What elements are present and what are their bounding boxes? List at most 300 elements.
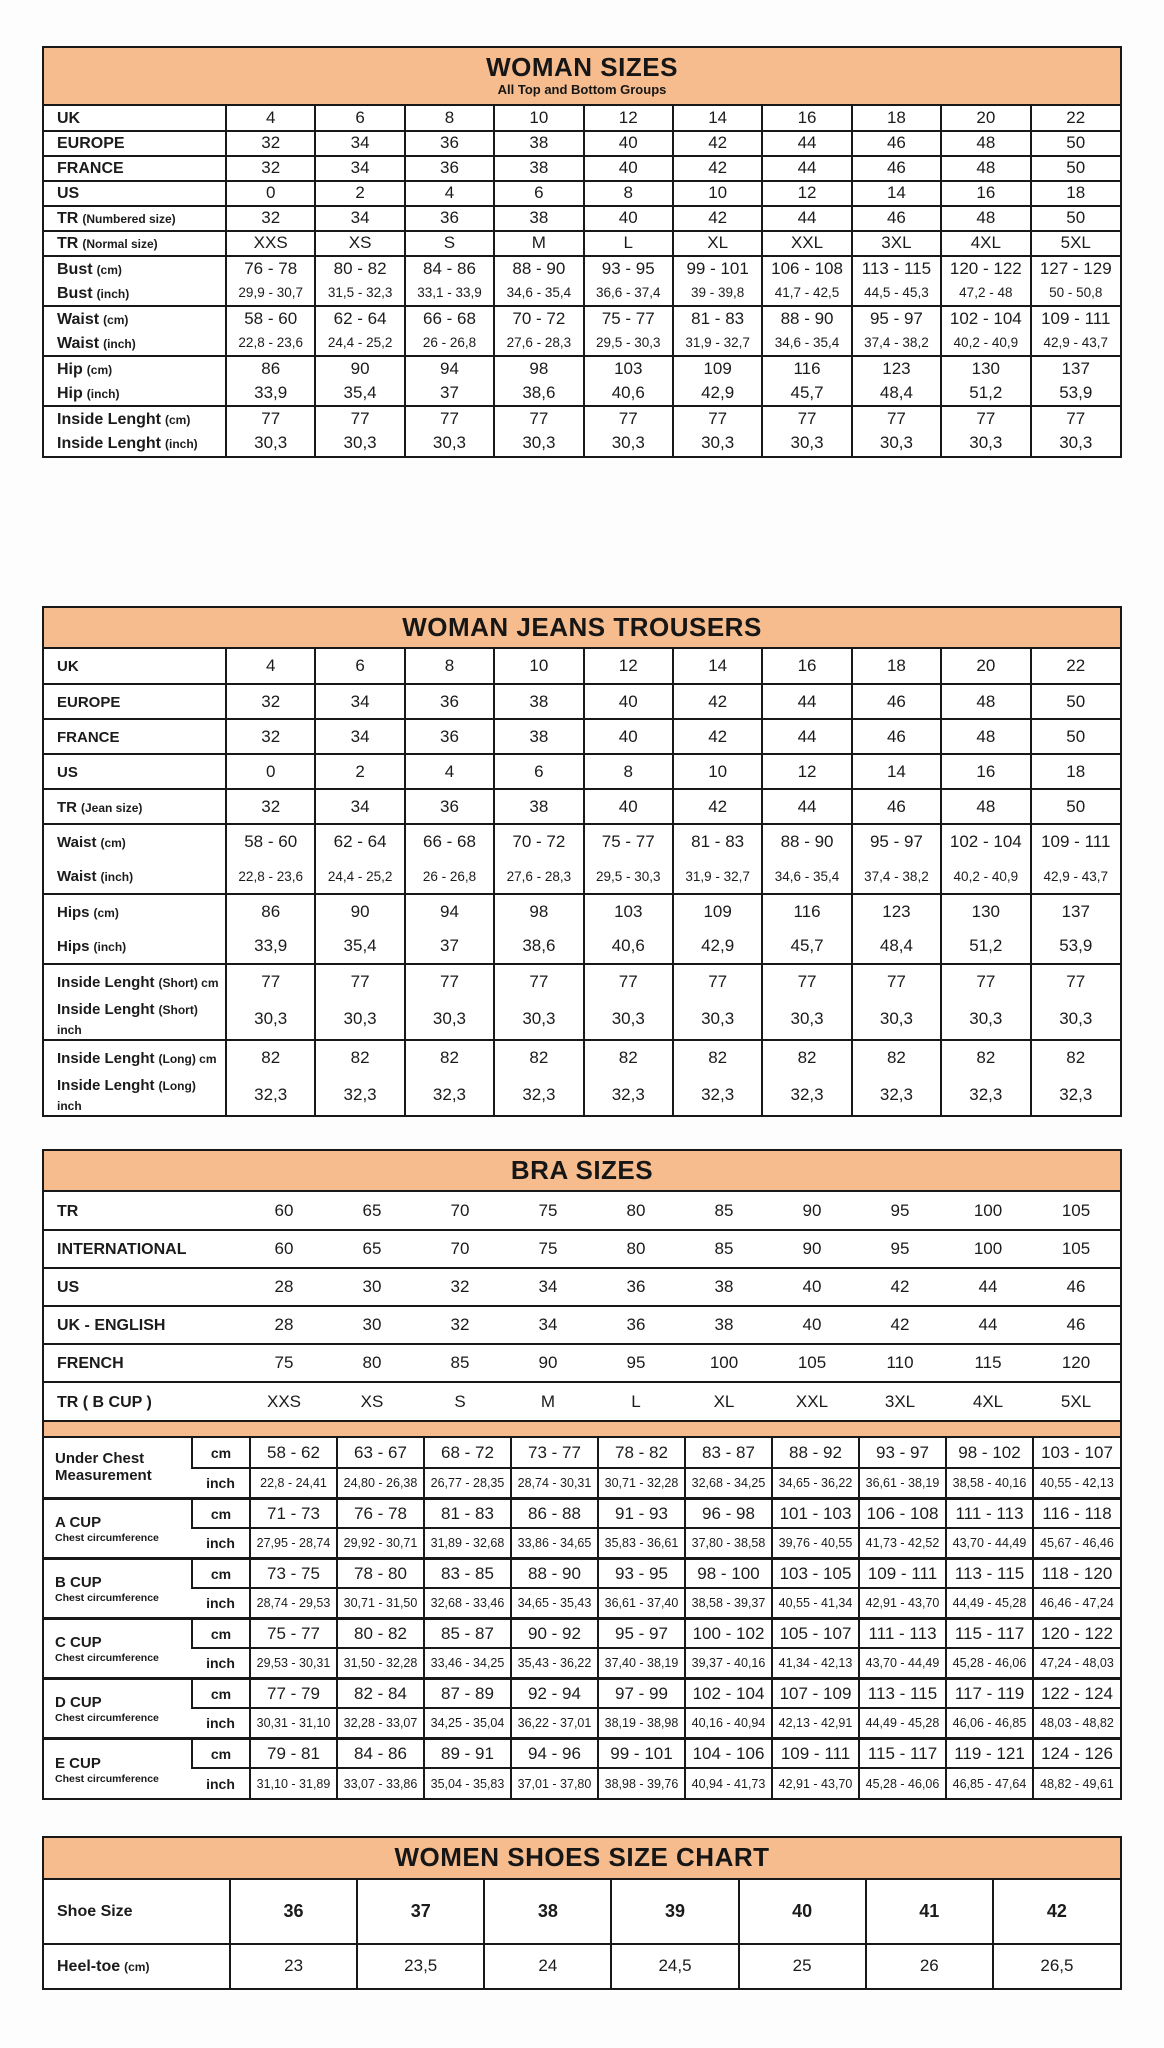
value-cell: 75 - 77 — [584, 306, 673, 331]
value-cell: 33,9 — [226, 381, 315, 406]
value-cell: 111 - 113 — [946, 1498, 1033, 1528]
table-row — [44, 719, 1120, 754]
value-cell: 42,91 - 43,70 — [772, 1768, 859, 1798]
table-row — [44, 231, 1120, 256]
value-cell: XS — [328, 1382, 416, 1420]
value-cell: 42,9 - 43,7 — [1031, 331, 1120, 356]
value-cell: 98 - 100 — [685, 1558, 772, 1588]
row-label — [44, 824, 226, 859]
value-cell: 32 — [226, 719, 315, 754]
table-row — [44, 1558, 1120, 1588]
value-cell: 48,4 — [852, 929, 941, 964]
value-cell: XL — [673, 231, 762, 256]
row-label-text: Waist — [57, 834, 97, 852]
value-cell: 85 — [416, 1344, 504, 1382]
value-cell: 100 — [973, 1200, 1003, 1220]
row-label-unit: (cm) — [96, 262, 122, 277]
value-cell: 22 — [1031, 106, 1120, 131]
value-cell: 46 — [852, 684, 941, 719]
value-cell: 36 — [592, 1268, 680, 1306]
row-label-text: TR ( B CUP ) — [57, 1393, 152, 1411]
value-cell: 30,3 — [673, 999, 762, 1040]
value-cell: 30,71 - 32,28 — [598, 1468, 685, 1498]
value-cell: 44 — [762, 156, 851, 181]
value-cell: 41,34 - 42,13 — [772, 1648, 859, 1678]
value-cell: 109 - 111 — [1031, 306, 1120, 331]
value-cell: 32 — [226, 206, 315, 231]
value-cell: 40 — [584, 789, 673, 824]
row-label-text: C CUP — [55, 1634, 102, 1652]
value-cell: 88 - 90 — [494, 256, 583, 281]
value-cell: 36,61 - 37,40 — [598, 1588, 685, 1618]
value-cell: 38 — [494, 684, 583, 719]
value-cell: 75 — [240, 1344, 328, 1382]
value-cell: 16 — [762, 649, 851, 684]
value-cell: 42,13 - 42,91 — [772, 1708, 859, 1738]
table-row — [44, 1498, 1120, 1528]
value-cell: 48 — [941, 206, 1030, 231]
value-cell: 116 - 118 — [1033, 1498, 1120, 1528]
value-cell: 78 - 80 — [337, 1558, 424, 1588]
value-cell: 30,3 — [941, 999, 1030, 1040]
value-cell: 82 — [315, 1040, 404, 1075]
value-cell: 32,3 — [852, 1075, 941, 1115]
value-cell: 38,19 - 38,98 — [598, 1708, 685, 1738]
row-label — [44, 1268, 240, 1306]
value-cell: 2 — [315, 754, 404, 789]
row-label-text: B CUP — [55, 1574, 102, 1592]
value-cell: 39 - 39,8 — [673, 281, 762, 306]
value-cell: 12 — [762, 181, 851, 206]
value-cell: 91 - 93 — [598, 1498, 685, 1528]
unit-label: cm — [192, 1738, 250, 1768]
value-cell: 104 - 106 — [685, 1738, 772, 1768]
value-cell: 75 — [504, 1230, 592, 1268]
value-cell: 38 — [680, 1268, 768, 1306]
bra-sizes-header — [44, 1151, 1120, 1192]
value-cell: 82 - 84 — [337, 1678, 424, 1708]
value-cell: 32 — [226, 684, 315, 719]
value-cell: 51,2 — [941, 381, 1030, 406]
value-cell: 77 — [226, 964, 315, 999]
woman-sizes-title: WOMAN SIZES — [486, 52, 678, 82]
unit-label: inch — [192, 1588, 250, 1618]
value-cell: 18 — [1031, 181, 1120, 206]
row-label-unit: (inch) — [93, 940, 127, 955]
value-cell: 85 — [680, 1230, 768, 1268]
table-row — [44, 649, 1120, 684]
value-cell: 105 — [1061, 1200, 1091, 1220]
value-cell: XS — [315, 231, 404, 256]
value-cell: 137 — [1031, 356, 1120, 381]
value-cell: 42 — [993, 1880, 1120, 1944]
value-cell: 40,55 - 42,13 — [1033, 1468, 1120, 1498]
table-row — [44, 131, 1120, 156]
value-cell: 45,7 — [762, 929, 851, 964]
woman-sizes-header — [44, 48, 1120, 106]
value-cell: 107 - 109 — [772, 1678, 859, 1708]
value-cell: 32 — [416, 1306, 504, 1344]
unit-label: cm — [192, 1558, 250, 1588]
value-cell: 30,3 — [405, 431, 494, 456]
value-cell: 35,4 — [315, 929, 404, 964]
value-cell: 32 — [226, 156, 315, 181]
value-cell: 62 - 64 — [315, 306, 404, 331]
value-cell: 46 — [1032, 1268, 1120, 1306]
value-cell: 99 - 101 — [673, 256, 762, 281]
value-cell: 38 — [494, 156, 583, 181]
value-cell: 22 — [1031, 649, 1120, 684]
value-cell: 27,6 - 28,3 — [494, 859, 583, 894]
value-cell: 77 — [673, 964, 762, 999]
value-cell: 36,6 - 37,4 — [584, 281, 673, 306]
value-cell: 5XL — [1032, 1382, 1120, 1420]
row-label — [44, 1880, 230, 1944]
value-cell: 32 — [226, 131, 315, 156]
value-cell: 98 — [494, 356, 583, 381]
value-cell: 77 — [762, 964, 851, 999]
value-cell: 20 — [941, 106, 1030, 131]
value-cell: 42,9 — [673, 381, 762, 406]
value-cell: L — [584, 231, 673, 256]
value-cell: 44 — [944, 1306, 1032, 1344]
row-label — [44, 1382, 240, 1420]
unit-label: cm — [192, 1618, 250, 1648]
value-cell: 23 — [230, 1944, 357, 1988]
woman-jeans-title: WOMAN JEANS TROUSERS — [402, 611, 762, 642]
row-label — [44, 1618, 192, 1678]
value-cell: 42 — [673, 684, 762, 719]
value-cell: 24,80 - 26,38 — [337, 1468, 424, 1498]
value-cell: 48 — [941, 156, 1030, 181]
row-label-unit: (inch) — [103, 336, 136, 351]
value-cell: 41 — [866, 1880, 993, 1944]
value-cell: 40,2 - 40,9 — [941, 331, 1030, 356]
unit-label: inch — [192, 1468, 250, 1498]
value-cell: 0 — [226, 181, 315, 206]
row-label-unit: (cm) — [124, 1960, 150, 1975]
table-row — [44, 306, 1120, 331]
value-cell: 23,5 — [357, 1944, 484, 1988]
value-cell: 40,94 - 41,73 — [685, 1768, 772, 1798]
value-cell: 26 — [866, 1944, 993, 1988]
value-cell: 77 — [584, 406, 673, 431]
value-cell: 5XL — [1031, 231, 1120, 256]
value-cell: 94 - 96 — [511, 1738, 598, 1768]
value-cell: 103 — [584, 356, 673, 381]
value-cell: 24,4 - 25,2 — [315, 859, 404, 894]
value-cell: 95 — [856, 1230, 944, 1268]
bra-sizes-title: BRA SIZES — [510, 1155, 654, 1186]
value-cell: 30,31 - 31,10 — [250, 1708, 337, 1738]
value-cell: 83 - 87 — [685, 1438, 772, 1468]
value-cell: 83 - 85 — [424, 1558, 511, 1588]
value-cell: 22,8 - 23,6 — [226, 859, 315, 894]
value-cell: 77 — [762, 406, 851, 431]
value-cell: 86 — [226, 894, 315, 929]
value-cell: 94 — [405, 356, 494, 381]
table-row — [44, 999, 1120, 1040]
value-cell: 31,9 - 32,7 — [673, 859, 762, 894]
value-cell: M — [494, 231, 583, 256]
value-cell: 115 — [944, 1344, 1032, 1382]
value-cell: 44 — [762, 206, 851, 231]
value-cell: 130 — [941, 894, 1030, 929]
value-cell: 68 - 72 — [424, 1438, 511, 1468]
value-cell: 36,61 - 38,19 — [859, 1468, 946, 1498]
value-cell: 103 — [584, 894, 673, 929]
value-cell: 82 — [852, 1040, 941, 1075]
value-cell: 105 - 107 — [772, 1618, 859, 1648]
value-cell: 90 — [315, 894, 404, 929]
value-cell: 32,3 — [226, 1075, 315, 1115]
value-cell: 40 — [768, 1306, 856, 1344]
table-row — [44, 381, 1120, 406]
value-cell: 38,98 - 39,76 — [598, 1768, 685, 1798]
value-cell: 34 — [315, 131, 404, 156]
value-cell: 87 - 89 — [424, 1678, 511, 1708]
value-cell: 88 - 90 — [762, 824, 851, 859]
table-row — [44, 1738, 1120, 1768]
value-cell: 123 — [852, 894, 941, 929]
value-cell: 80 - 82 — [315, 256, 404, 281]
value-cell: 34 — [315, 789, 404, 824]
value-cell: 33,86 - 34,65 — [511, 1528, 598, 1558]
value-cell: 36 — [405, 156, 494, 181]
row-label-unit: Chest circumference — [55, 1712, 159, 1725]
value-cell: 44 — [762, 131, 851, 156]
row-label-text: Hip — [57, 384, 83, 402]
row-label-unit: (Short) inch — [57, 1003, 198, 1038]
value-cell: 77 — [852, 406, 941, 431]
value-cell: 38,58 - 40,16 — [946, 1468, 1033, 1498]
row-label-unit: (Long) inch — [57, 1079, 196, 1114]
row-label — [44, 431, 226, 456]
woman-sizes-grid — [44, 106, 1120, 456]
value-cell: 32,28 - 33,07 — [337, 1708, 424, 1738]
value-cell: 37,01 - 37,80 — [511, 1768, 598, 1798]
row-label-text: Under Chest Measurement — [55, 1450, 152, 1485]
unit-label: cm — [192, 1678, 250, 1708]
value-cell: 4 — [226, 649, 315, 684]
value-cell: 44 — [762, 789, 851, 824]
value-cell: 30,3 — [1031, 999, 1120, 1040]
value-cell: 33,07 - 33,86 — [337, 1768, 424, 1798]
value-cell: 29,5 - 30,3 — [584, 859, 673, 894]
table-row — [44, 1306, 1120, 1344]
value-cell: 106 - 108 — [859, 1498, 946, 1528]
value-cell: 109 — [673, 356, 762, 381]
value-cell: 36 — [405, 206, 494, 231]
row-label-text: D CUP — [55, 1694, 102, 1712]
value-cell: 105 — [1032, 1230, 1120, 1268]
row-label — [44, 1306, 240, 1344]
value-cell: 30,3 — [584, 999, 673, 1040]
value-cell: 32 — [226, 789, 315, 824]
value-cell: 42 — [856, 1268, 944, 1306]
value-cell: 73 - 77 — [511, 1438, 598, 1468]
value-cell: 4 — [405, 181, 494, 206]
value-cell: 24 — [484, 1944, 611, 1988]
bra-sizes-grid — [44, 1192, 1120, 1420]
row-label — [44, 156, 226, 181]
unit-label: inch — [192, 1768, 250, 1798]
value-cell: XXL — [768, 1382, 856, 1420]
table-row — [44, 1588, 1120, 1618]
table-row — [44, 206, 1120, 231]
value-cell: 26 - 26,8 — [405, 331, 494, 356]
value-cell: 40,2 - 40,9 — [941, 859, 1030, 894]
unit-label: cm — [192, 1498, 250, 1528]
value-cell: 99 - 101 — [598, 1738, 685, 1768]
value-cell: 77 — [315, 964, 404, 999]
value-cell: 35,04 - 35,83 — [424, 1768, 511, 1798]
value-cell: 77 — [673, 406, 762, 431]
row-label — [44, 331, 226, 356]
value-cell: 10 — [673, 754, 762, 789]
value-cell: 34,6 - 35,4 — [762, 859, 851, 894]
value-cell: 44 — [762, 719, 851, 754]
value-cell: 34 — [315, 156, 404, 181]
table-row — [44, 1230, 1120, 1268]
value-cell: L — [592, 1382, 680, 1420]
value-cell: M — [504, 1382, 592, 1420]
value-cell: 88 - 92 — [772, 1438, 859, 1468]
value-cell: 39,37 - 40,16 — [685, 1648, 772, 1678]
row-label-text: FRANCE — [57, 160, 124, 178]
row-label — [44, 106, 226, 131]
value-cell: 81 - 83 — [673, 824, 762, 859]
value-cell: 42,9 - 43,7 — [1031, 859, 1120, 894]
value-cell: 31,50 - 32,28 — [337, 1648, 424, 1678]
table-row — [44, 1192, 1120, 1230]
table-row — [44, 1438, 1120, 1468]
value-cell: 36 — [592, 1306, 680, 1344]
row-label-unit: Chest circumference — [55, 1772, 159, 1785]
value-cell: 71 - 73 — [250, 1498, 337, 1528]
value-cell: 12 — [584, 649, 673, 684]
value-cell: 53,9 — [1031, 929, 1120, 964]
row-label-text: Inside Lenght — [57, 1001, 155, 1019]
row-label — [44, 684, 226, 719]
value-cell: XXL — [762, 231, 851, 256]
value-cell: 113 - 115 — [852, 256, 941, 281]
value-cell: 38,58 - 39,37 — [685, 1588, 772, 1618]
value-cell: 93 - 97 — [859, 1438, 946, 1468]
value-cell: 30,3 — [226, 999, 315, 1040]
value-cell: 65 — [328, 1230, 416, 1268]
value-cell: 45,28 - 46,06 — [859, 1768, 946, 1798]
value-cell: 18 — [852, 649, 941, 684]
value-cell: 60 — [240, 1230, 328, 1268]
value-cell: 37,4 - 38,2 — [852, 859, 941, 894]
value-cell: 115 - 117 — [859, 1738, 946, 1768]
value-cell: 44 — [944, 1268, 1032, 1306]
value-cell: 48 — [941, 789, 1030, 824]
value-cell: 43,70 - 44,49 — [946, 1528, 1033, 1558]
value-cell: 46 — [852, 131, 941, 156]
value-cell: 80 — [626, 1200, 646, 1220]
value-cell: 39 — [611, 1880, 738, 1944]
value-cell: 102 - 104 — [685, 1678, 772, 1708]
row-label-text: Waist — [57, 310, 100, 328]
value-cell: 82 — [762, 1040, 851, 1075]
row-label — [44, 1678, 192, 1738]
value-cell: 95 - 97 — [852, 824, 941, 859]
value-cell: 8 — [584, 181, 673, 206]
table-row — [44, 406, 1120, 431]
value-cell: 37 — [357, 1880, 484, 1944]
value-cell: 48 — [941, 684, 1030, 719]
row-label-text: UK — [57, 109, 81, 127]
value-cell: 48 — [941, 719, 1030, 754]
row-label-unit: (cm) — [93, 906, 119, 921]
value-cell: 58 - 60 — [226, 306, 315, 331]
value-cell: 77 — [941, 964, 1030, 999]
value-cell: 116 — [762, 356, 851, 381]
value-cell: 40 — [584, 156, 673, 181]
value-cell: 4 — [405, 754, 494, 789]
value-cell: 28 — [240, 1268, 328, 1306]
value-cell: 94 — [405, 894, 494, 929]
value-cell: 40 — [584, 206, 673, 231]
value-cell: 77 — [852, 964, 941, 999]
value-cell: 46 — [1032, 1306, 1120, 1344]
row-label-text: US — [57, 763, 78, 781]
value-cell: 40,16 - 40,94 — [685, 1708, 772, 1738]
value-cell: 36 — [405, 719, 494, 754]
value-cell: 42 — [856, 1306, 944, 1344]
row-label-text: US — [57, 1279, 80, 1297]
value-cell: 27,6 - 28,3 — [494, 331, 583, 356]
row-label-text: UK - ENGLISH — [57, 1317, 166, 1335]
value-cell: 30,3 — [494, 999, 583, 1040]
value-cell: 41,73 - 42,52 — [859, 1528, 946, 1558]
value-cell: 90 — [768, 1230, 856, 1268]
value-cell: 80 — [592, 1230, 680, 1268]
value-cell: 42,9 — [673, 929, 762, 964]
value-cell: 12 — [762, 754, 851, 789]
value-cell: 34 — [504, 1268, 592, 1306]
women-shoes-header — [44, 1838, 1120, 1879]
table-row — [44, 1528, 1120, 1558]
value-cell: 50 — [1031, 206, 1120, 231]
value-cell: 18 — [1031, 754, 1120, 789]
row-label — [44, 206, 226, 231]
value-cell: 98 — [494, 894, 583, 929]
value-cell: 30,3 — [584, 431, 673, 456]
value-cell: 66 - 68 — [405, 306, 494, 331]
value-cell: 118 - 120 — [1033, 1558, 1120, 1588]
value-cell: 102 - 104 — [941, 306, 1030, 331]
value-cell: 42 — [673, 156, 762, 181]
value-cell: 82 — [941, 1040, 1030, 1075]
table-row — [44, 1880, 1120, 1944]
value-cell: 33,9 — [226, 929, 315, 964]
row-label-text: Heel-toe — [57, 1958, 121, 1976]
value-cell: 25 — [739, 1944, 866, 1988]
value-cell: 42 — [673, 206, 762, 231]
value-cell: 32,68 - 33,46 — [424, 1588, 511, 1618]
value-cell: 36 — [405, 684, 494, 719]
row-label — [44, 719, 226, 754]
value-cell: 105 — [768, 1344, 856, 1382]
value-cell: 8 — [405, 649, 494, 684]
row-label-text: UK — [57, 658, 79, 676]
table-row — [44, 1468, 1120, 1498]
value-cell: 36,22 - 37,01 — [511, 1708, 598, 1738]
value-cell: 34,65 - 36,22 — [772, 1468, 859, 1498]
